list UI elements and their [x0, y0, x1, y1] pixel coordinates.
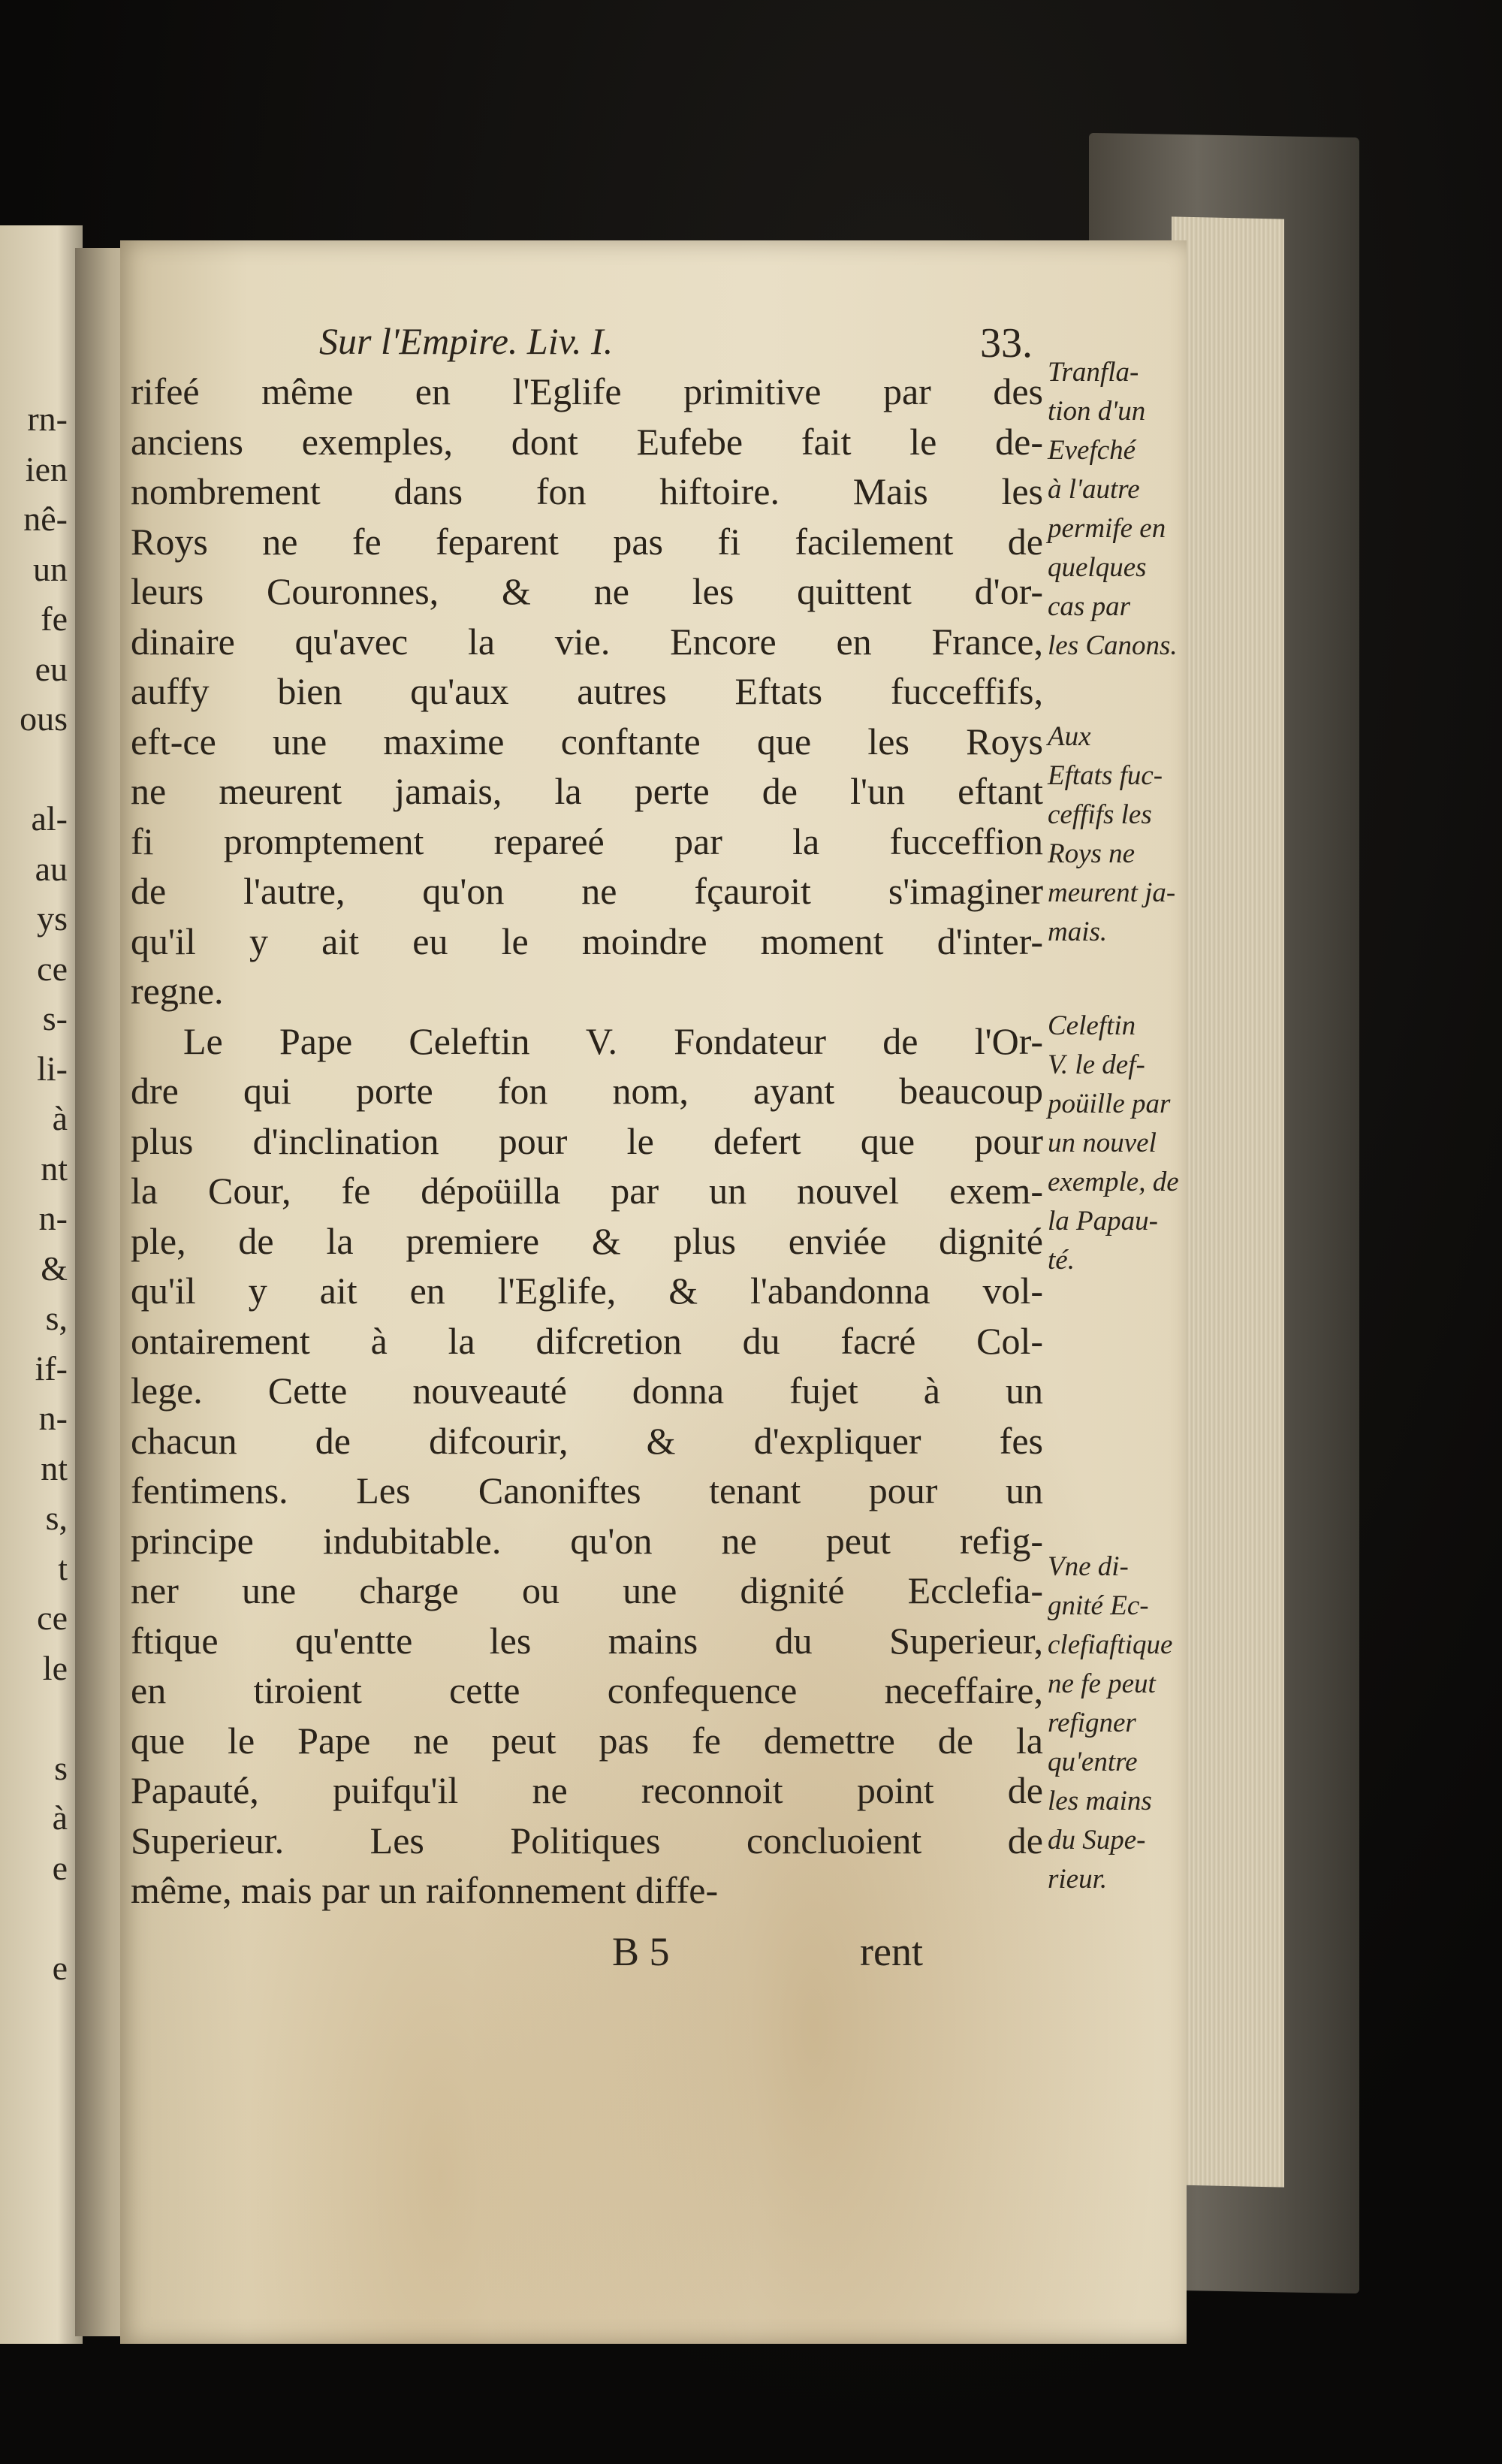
- left-page-fragment: s,: [45, 1299, 68, 1337]
- left-page-fragment: ous: [20, 699, 68, 738]
- left-page-fragment: ce: [37, 949, 68, 988]
- margin-note: [1048, 717, 1235, 952]
- margin-note-line: ceffifs les: [1048, 799, 1152, 830]
- left-page-fragment: nt: [41, 1149, 68, 1188]
- body-line: de l'autre, qu'on ne fçauroit s'imaginer: [131, 870, 1043, 912]
- margin-note-line: la Papau-: [1048, 1206, 1158, 1237]
- left-page-fragment: s: [54, 1748, 68, 1787]
- margin-note-line: V. le def-: [1048, 1049, 1145, 1080]
- body-line: fentimens. Les Canoniftes tenant pour un: [131, 1469, 1043, 1511]
- margin-note-line: Eftats fuc-: [1048, 760, 1163, 791]
- signature-mark: B 5: [612, 1929, 670, 1974]
- left-page-fragment: ys: [37, 899, 68, 938]
- body-line: plus d'inclination pour le defert que pour: [131, 1119, 1043, 1162]
- body-line: regne.: [131, 970, 224, 1012]
- margin-note-line: rieur.: [1048, 1864, 1108, 1895]
- margin-note-line: refigner: [1048, 1708, 1136, 1738]
- margin-note-line: à l'autre: [1048, 474, 1140, 505]
- margin-note-line: té.: [1048, 1245, 1075, 1276]
- body-line: ner une charge ou une dignité Ecclefia-: [131, 1569, 1043, 1611]
- body-line: Superieur. Les Politiques concluoient de: [131, 1819, 1043, 1862]
- margin-note-line: Evefché: [1048, 435, 1136, 466]
- body-line: eft-ce une maxime conftante que les Roys: [131, 720, 1043, 762]
- left-page-fragment: un: [33, 549, 68, 588]
- body-line: anciens exemples, dont Eufebe fait le de-: [131, 420, 1043, 463]
- margin-note-line: les mains: [1048, 1786, 1152, 1816]
- body-text: [131, 367, 1043, 1916]
- margin-note-line: clefiaftique: [1048, 1629, 1173, 1660]
- body-line: Le Pape Celeftin V. Fondateur de l'Or-: [183, 1019, 1043, 1062]
- body-line: lege. Cette nouveauté donna fujet à un: [131, 1369, 1043, 1412]
- body-line: que le Pape ne peut pas fe demettre de la: [131, 1719, 1043, 1762]
- body-line: la Cour, fe dépoüilla par un nouvel exem-: [131, 1170, 1043, 1212]
- margin-note-line: Roys ne: [1048, 838, 1136, 869]
- margin-note-line: poüille par: [1048, 1089, 1171, 1119]
- margin-note: [1048, 1548, 1235, 1899]
- left-page-fragment: le: [42, 1648, 68, 1687]
- body-line: ple, de la premiere & plus enviée dignité: [131, 1219, 1043, 1262]
- margin-note-line: meurent ja-: [1048, 877, 1176, 908]
- left-page-fragment: nt: [41, 1448, 68, 1487]
- running-title: Sur l'Empire. Liv. I.: [319, 320, 614, 362]
- margin-note-line: permife en: [1048, 513, 1166, 544]
- left-page-fragment: au: [35, 849, 68, 888]
- margin-note-line: tion d'un: [1048, 396, 1146, 427]
- body-line: en tiroient cette confequence neceffaire,: [131, 1669, 1043, 1711]
- margin-note: [1048, 1007, 1235, 1280]
- margin-note-line: gnité Ec-: [1048, 1590, 1149, 1621]
- left-page-fragment: s-: [42, 999, 68, 1037]
- left-page-fragment: eu: [35, 649, 68, 688]
- body-line: dre qui porte fon nom, ayant beaucoup: [131, 1070, 1043, 1112]
- body-line: ftique qu'entte les mains du Superieur,: [131, 1619, 1043, 1662]
- body-line: chacun de difcourir, & d'expliquer fes: [131, 1419, 1043, 1462]
- left-page-fragment: à: [52, 1798, 68, 1837]
- page-number: 33.: [980, 320, 1033, 367]
- book-page: [120, 240, 1187, 2344]
- body-line: qu'il y ait en l'Eglife, & l'abandonna vol-: [131, 1270, 1043, 1312]
- body-line: principe indubitable. qu'on ne peut refig-: [131, 1519, 1043, 1562]
- margin-note-line: qu'entre: [1048, 1747, 1138, 1777]
- margin-note-line: ne fe peut: [1048, 1668, 1156, 1699]
- margin-note-line: Tranfla-: [1048, 357, 1139, 388]
- margin-note-line: cas par: [1048, 591, 1130, 622]
- margin-note: [1048, 353, 1235, 666]
- left-page-fragment: ien: [25, 449, 68, 488]
- left-page-fragment: s,: [45, 1499, 68, 1537]
- body-line: auffy bien qu'aux autres Eftats fucceffifs,: [131, 670, 1043, 712]
- margin-note-line: Aux: [1048, 721, 1091, 752]
- left-page-fragment: &: [41, 1249, 68, 1288]
- body-line: Papauté, puifqu'il ne reconnoit point de: [131, 1769, 1043, 1811]
- body-line: même, mais par un raifonnement diffe-: [131, 1869, 719, 1911]
- body-line: dinaire qu'avec la vie. Encore en France,: [131, 620, 1043, 663]
- body-line: leurs Couronnes, & ne les quittent d'or-: [131, 570, 1043, 612]
- margin-note-line: Celeftin: [1048, 1010, 1136, 1041]
- left-page-fragment: ce: [37, 1599, 68, 1637]
- page-footer: [120, 1928, 1187, 1988]
- left-page-fragment: e: [52, 1948, 68, 1987]
- margin-note-line: du Supe-: [1048, 1825, 1146, 1856]
- body-line: nombrement dans fon hiftoire. Mais les: [131, 470, 1043, 512]
- margin-note-line: exemple, de: [1048, 1167, 1179, 1197]
- left-page-fragment: al-: [31, 799, 68, 838]
- body-line: ne meurent jamais, la perte de l'un eftant: [131, 770, 1043, 812]
- margin-note-line: les Canons.: [1048, 630, 1178, 661]
- left-page-fragment: nê-: [23, 500, 68, 538]
- margin-note-line: Vne di-: [1048, 1551, 1129, 1582]
- left-page-fragment: rn-: [27, 400, 68, 438]
- left-page-fragment: t: [58, 1548, 68, 1587]
- left-facing-page: [0, 225, 83, 2344]
- left-page-fragment: à: [52, 1099, 68, 1137]
- left-page-fragment: li-: [37, 1049, 68, 1088]
- left-page-fragment: if-: [35, 1348, 68, 1388]
- left-page-fragment: fe: [41, 599, 68, 638]
- body-line: qu'il y ait eu le moindre moment d'inter-: [131, 919, 1043, 962]
- margin-note-line: quelques: [1048, 552, 1147, 583]
- body-line: Roys ne fe feparent pas fi facilement de: [131, 520, 1043, 563]
- margin-note-line: mais.: [1048, 916, 1108, 947]
- body-line: ontairement à la difcretion du facré Col-: [131, 1319, 1043, 1362]
- catchword: rent: [860, 1929, 923, 1974]
- page-header: [319, 319, 1070, 372]
- body-line: fi promptement repareé par la fucceffion: [131, 820, 1043, 862]
- left-page-fragment: n-: [38, 1399, 68, 1437]
- left-page-fragment: n-: [38, 1199, 68, 1237]
- left-page-fragment: e: [52, 1848, 68, 1887]
- margin-note-line: un nouvel: [1048, 1128, 1157, 1158]
- body-line: rifeé même en l'Eglife primitive par des: [131, 370, 1043, 412]
